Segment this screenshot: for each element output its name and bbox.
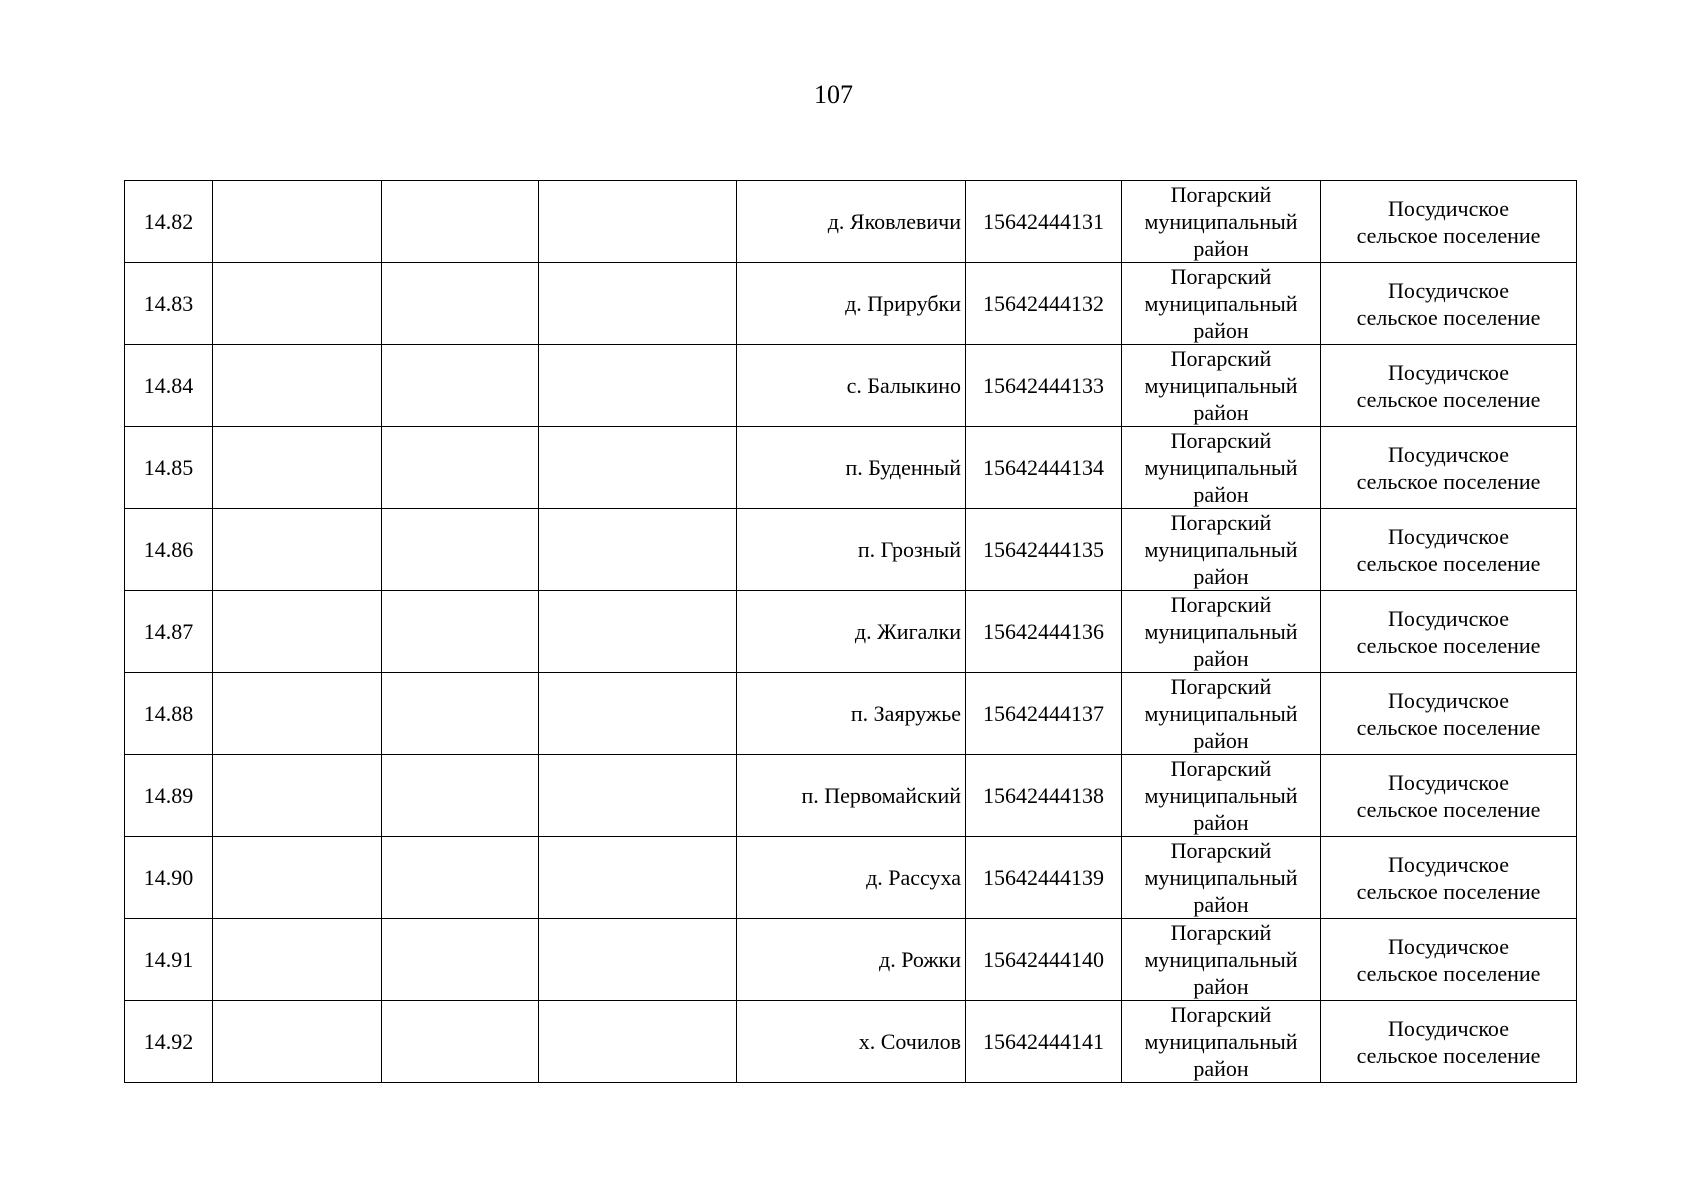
district-line: Погарский bbox=[1170, 1002, 1272, 1027]
municipal-settlement-cell bbox=[1321, 919, 1577, 1001]
row-number-cell: 14.89 bbox=[125, 755, 213, 837]
settlement-line: сельское поселение bbox=[1356, 550, 1541, 576]
district-line: муниципальный bbox=[1144, 865, 1298, 890]
settlement-line: сельское поселение bbox=[1356, 714, 1541, 740]
table-row bbox=[125, 837, 1577, 919]
settlement-name-cell: п. Первомайский bbox=[737, 755, 966, 837]
district-cell bbox=[1122, 263, 1321, 345]
row-number-cell: 14.90 bbox=[125, 837, 213, 919]
table-row bbox=[125, 181, 1577, 263]
empty-cell bbox=[382, 427, 539, 509]
empty-cell bbox=[213, 919, 382, 1001]
empty-cell bbox=[539, 755, 737, 837]
district-line: район bbox=[1193, 236, 1249, 261]
page-number bbox=[0, 80, 1687, 110]
empty-cell bbox=[213, 755, 382, 837]
settlement-name-cell: п. Буденный bbox=[737, 427, 966, 509]
settlement-line: Посудичское bbox=[1388, 605, 1509, 631]
page-number-text: 107 bbox=[814, 80, 853, 109]
settlement-line: сельское поселение bbox=[1356, 878, 1541, 904]
empty-cell bbox=[213, 509, 382, 591]
empty-cell bbox=[382, 591, 539, 673]
table-body bbox=[125, 181, 1577, 1083]
empty-cell bbox=[382, 1001, 539, 1083]
settlement-line: сельское поселение bbox=[1356, 960, 1541, 986]
oktmo-code-cell: 15642444139 bbox=[966, 837, 1122, 919]
settlement-line: сельское поселение bbox=[1356, 468, 1541, 494]
district-line: Погарский bbox=[1170, 510, 1272, 535]
row-number-cell: 14.92 bbox=[125, 1001, 213, 1083]
district-line: муниципальный bbox=[1144, 1029, 1298, 1054]
empty-cell bbox=[539, 181, 737, 263]
district-line: район bbox=[1193, 646, 1249, 671]
settlement-line: Посудичское bbox=[1388, 523, 1509, 549]
municipal-settlement-cell bbox=[1321, 427, 1577, 509]
settlement-line: Посудичское bbox=[1388, 851, 1509, 877]
table-row bbox=[125, 427, 1577, 509]
district-line: район bbox=[1193, 728, 1249, 753]
district-line: муниципальный bbox=[1144, 455, 1298, 480]
municipal-settlement-cell bbox=[1321, 263, 1577, 345]
district-line: Погарский bbox=[1170, 592, 1272, 617]
settlement-line: сельское поселение bbox=[1356, 222, 1541, 248]
municipal-settlement-cell bbox=[1321, 1001, 1577, 1083]
district-line: Погарский bbox=[1170, 182, 1272, 207]
empty-cell bbox=[382, 345, 539, 427]
settlement-line: сельское поселение bbox=[1356, 796, 1541, 822]
empty-cell bbox=[213, 181, 382, 263]
settlement-name-cell: х. Сочилов bbox=[737, 1001, 966, 1083]
empty-cell bbox=[213, 673, 382, 755]
table-row bbox=[125, 263, 1577, 345]
district-line: муниципальный bbox=[1144, 619, 1298, 644]
district-cell bbox=[1122, 591, 1321, 673]
empty-cell bbox=[382, 181, 539, 263]
district-line: район bbox=[1193, 318, 1249, 343]
district-line: муниципальный bbox=[1144, 209, 1298, 234]
district-line: Погарский bbox=[1170, 264, 1272, 289]
oktmo-code-cell: 15642444133 bbox=[966, 345, 1122, 427]
settlement-line: сельское поселение bbox=[1356, 386, 1541, 412]
oktmo-code-cell: 15642444141 bbox=[966, 1001, 1122, 1083]
empty-cell bbox=[213, 263, 382, 345]
empty-cell bbox=[382, 263, 539, 345]
empty-cell bbox=[213, 427, 382, 509]
settlement-name-cell: с. Балыкино bbox=[737, 345, 966, 427]
district-line: муниципальный bbox=[1144, 783, 1298, 808]
table-row bbox=[125, 1001, 1577, 1083]
district-cell bbox=[1122, 673, 1321, 755]
empty-cell bbox=[539, 509, 737, 591]
empty-cell bbox=[539, 673, 737, 755]
table-row bbox=[125, 591, 1577, 673]
settlement-line: сельское поселение bbox=[1356, 632, 1541, 658]
empty-cell bbox=[539, 345, 737, 427]
table-row bbox=[125, 509, 1577, 591]
row-number-cell: 14.83 bbox=[125, 263, 213, 345]
oktmo-code-cell: 15642444138 bbox=[966, 755, 1122, 837]
row-number-cell: 14.85 bbox=[125, 427, 213, 509]
oktmo-code-cell: 15642444140 bbox=[966, 919, 1122, 1001]
district-line: район bbox=[1193, 482, 1249, 507]
empty-cell bbox=[539, 263, 737, 345]
municipal-settlement-cell bbox=[1321, 837, 1577, 919]
oktmo-code-cell: 15642444136 bbox=[966, 591, 1122, 673]
municipal-settlement-cell bbox=[1321, 509, 1577, 591]
settlement-name-cell: д. Рожки bbox=[737, 919, 966, 1001]
district-line: Погарский bbox=[1170, 428, 1272, 453]
district-line: муниципальный bbox=[1144, 291, 1298, 316]
empty-cell bbox=[382, 837, 539, 919]
district-cell bbox=[1122, 1001, 1321, 1083]
settlement-name-cell: п. Заяружье bbox=[737, 673, 966, 755]
empty-cell bbox=[539, 1001, 737, 1083]
oktmo-code-cell: 15642444131 bbox=[966, 181, 1122, 263]
district-cell bbox=[1122, 345, 1321, 427]
settlement-line: Посудичское bbox=[1388, 769, 1509, 795]
empty-cell bbox=[539, 427, 737, 509]
settlement-line: Посудичское bbox=[1388, 277, 1509, 303]
settlement-line: Посудичское bbox=[1388, 687, 1509, 713]
district-cell bbox=[1122, 181, 1321, 263]
empty-cell bbox=[213, 345, 382, 427]
row-number-cell: 14.84 bbox=[125, 345, 213, 427]
settlement-name-cell: д. Прирубки bbox=[737, 263, 966, 345]
empty-cell bbox=[539, 591, 737, 673]
row-number-cell: 14.82 bbox=[125, 181, 213, 263]
district-cell bbox=[1122, 837, 1321, 919]
settlement-name-cell: д. Жигалки bbox=[737, 591, 966, 673]
settlement-line: Посудичское bbox=[1388, 441, 1509, 467]
settlement-name-cell: п. Грозный bbox=[737, 509, 966, 591]
empty-cell bbox=[213, 1001, 382, 1083]
municipal-settlement-cell bbox=[1321, 181, 1577, 263]
empty-cell bbox=[213, 837, 382, 919]
settlement-line: Посудичское bbox=[1388, 359, 1509, 385]
empty-cell bbox=[213, 591, 382, 673]
row-number-cell: 14.91 bbox=[125, 919, 213, 1001]
table-row bbox=[125, 345, 1577, 427]
municipal-settlement-cell bbox=[1321, 591, 1577, 673]
district-line: район bbox=[1193, 1056, 1249, 1081]
settlement-name-cell: д. Яковлевичи bbox=[737, 181, 966, 263]
empty-cell bbox=[539, 837, 737, 919]
empty-cell bbox=[382, 755, 539, 837]
empty-cell bbox=[382, 919, 539, 1001]
table-row bbox=[125, 673, 1577, 755]
row-number-cell: 14.88 bbox=[125, 673, 213, 755]
district-line: муниципальный bbox=[1144, 537, 1298, 562]
district-line: Погарский bbox=[1170, 346, 1272, 371]
settlement-line: Посудичское bbox=[1388, 195, 1509, 221]
district-line: муниципальный bbox=[1144, 373, 1298, 398]
row-number-cell: 14.86 bbox=[125, 509, 213, 591]
table-row bbox=[125, 919, 1577, 1001]
table-row bbox=[125, 755, 1577, 837]
district-line: район bbox=[1193, 974, 1249, 999]
municipal-settlement-cell bbox=[1321, 673, 1577, 755]
district-line: район bbox=[1193, 810, 1249, 835]
municipal-settlement-cell bbox=[1321, 345, 1577, 427]
empty-cell bbox=[539, 919, 737, 1001]
district-line: Погарский bbox=[1170, 920, 1272, 945]
oktmo-code-cell: 15642444134 bbox=[966, 427, 1122, 509]
empty-cell bbox=[382, 673, 539, 755]
settlements-table bbox=[124, 180, 1577, 1083]
row-number-cell: 14.87 bbox=[125, 591, 213, 673]
district-line: муниципальный bbox=[1144, 701, 1298, 726]
municipal-settlement-cell bbox=[1321, 755, 1577, 837]
empty-cell bbox=[382, 509, 539, 591]
district-line: Погарский bbox=[1170, 838, 1272, 863]
settlement-line: сельское поселение bbox=[1356, 304, 1541, 330]
district-line: район bbox=[1193, 892, 1249, 917]
settlement-line: Посудичское bbox=[1388, 1015, 1509, 1041]
district-cell bbox=[1122, 427, 1321, 509]
district-cell bbox=[1122, 919, 1321, 1001]
settlement-line: сельское поселение bbox=[1356, 1042, 1541, 1068]
district-line: Погарский bbox=[1170, 674, 1272, 699]
settlement-name-cell: д. Рассуха bbox=[737, 837, 966, 919]
district-line: район bbox=[1193, 564, 1249, 589]
district-line: муниципальный bbox=[1144, 947, 1298, 972]
oktmo-code-cell: 15642444135 bbox=[966, 509, 1122, 591]
district-line: Погарский bbox=[1170, 756, 1272, 781]
oktmo-code-cell: 15642444137 bbox=[966, 673, 1122, 755]
oktmo-code-cell: 15642444132 bbox=[966, 263, 1122, 345]
district-cell bbox=[1122, 755, 1321, 837]
settlement-line: Посудичское bbox=[1388, 933, 1509, 959]
district-line: район bbox=[1193, 400, 1249, 425]
district-cell bbox=[1122, 509, 1321, 591]
